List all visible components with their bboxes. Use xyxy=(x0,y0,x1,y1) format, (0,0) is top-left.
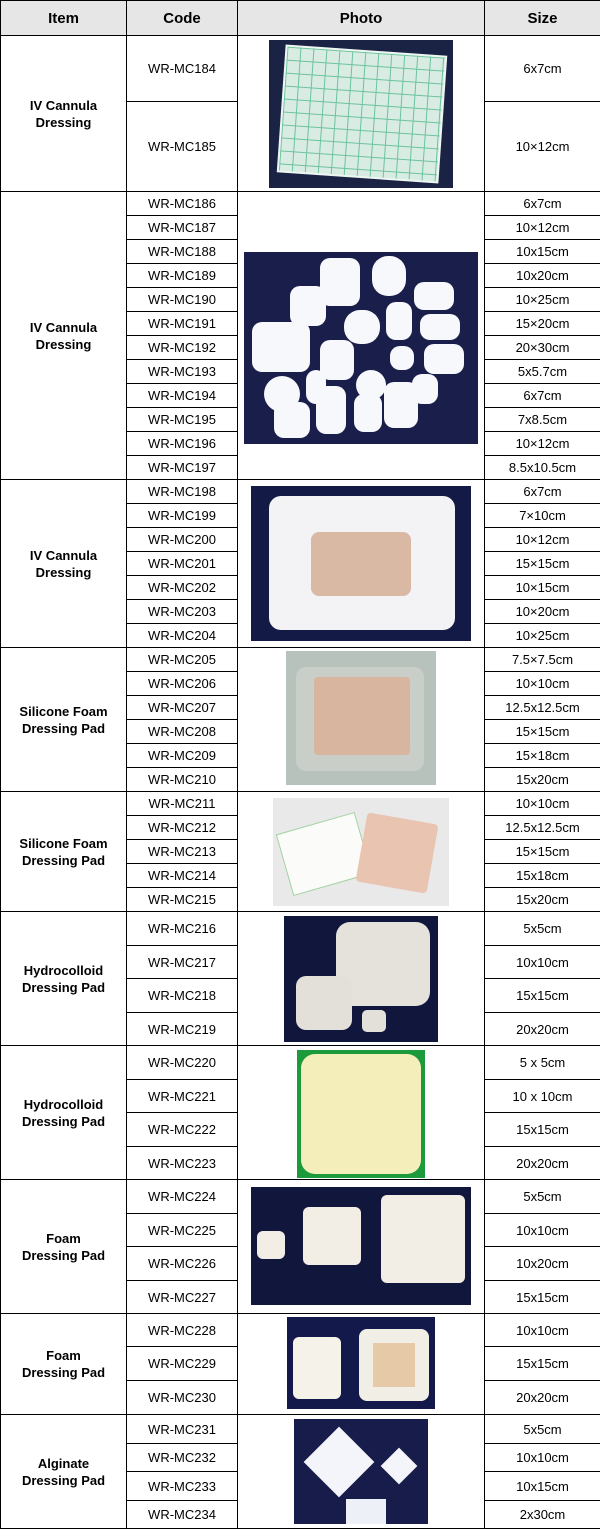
size-cell: 10×10cm xyxy=(485,792,600,816)
code-cell: WR-MC207 xyxy=(127,696,238,720)
code-cell: WR-MC206 xyxy=(127,672,238,696)
code-cell: WR-MC192 xyxy=(127,336,238,360)
table-row xyxy=(1,192,600,216)
size-cell: 20×30cm xyxy=(485,336,600,360)
table-row xyxy=(1,1180,600,1214)
code-cell: WR-MC225 xyxy=(127,1214,238,1247)
hydrocolloid-pads-photo-icon xyxy=(284,916,438,1042)
size-cell: 12.5x12.5cm xyxy=(485,816,600,840)
size-cell: 7x8.5cm xyxy=(485,408,600,432)
code-cell: WR-MC209 xyxy=(127,744,238,768)
code-cell: WR-MC205 xyxy=(127,648,238,672)
header-photo: Photo xyxy=(238,1,485,36)
size-cell: 15x20cm xyxy=(485,888,600,912)
alginate-pads-photo-icon xyxy=(294,1419,428,1524)
product-photo xyxy=(238,1180,485,1314)
foam-pads-photo-icon xyxy=(251,1187,471,1305)
size-cell: 15x15cm xyxy=(485,1113,600,1147)
size-cell: 15×15cm xyxy=(485,840,600,864)
code-cell: WR-MC231 xyxy=(127,1415,238,1444)
size-cell: 10×25cm xyxy=(485,288,600,312)
size-cell: 20x20cm xyxy=(485,1381,600,1415)
size-cell: 15x20cm xyxy=(485,768,600,792)
code-cell: WR-MC187 xyxy=(127,216,238,240)
code-cell: WR-MC185 xyxy=(127,102,238,192)
code-cell: WR-MC217 xyxy=(127,946,238,979)
code-cell: WR-MC230 xyxy=(127,1381,238,1415)
size-cell: 20x20cm xyxy=(485,1013,600,1046)
product-photo xyxy=(238,1314,485,1415)
size-cell: 10x10cm xyxy=(485,1214,600,1247)
size-cell: 15×18cm xyxy=(485,744,600,768)
code-cell: WR-MC224 xyxy=(127,1180,238,1214)
code-cell: WR-MC184 xyxy=(127,36,238,102)
product-photo xyxy=(238,192,485,480)
code-cell: WR-MC193 xyxy=(127,360,238,384)
size-cell: 15x15cm xyxy=(485,1281,600,1314)
header-item: Item xyxy=(1,1,127,36)
silicone-foam-pad-photo-icon xyxy=(286,651,436,785)
code-cell: WR-MC220 xyxy=(127,1046,238,1080)
product-photo xyxy=(238,1046,485,1180)
product-photo xyxy=(238,648,485,792)
size-cell: 10x20cm xyxy=(485,264,600,288)
product-photo xyxy=(238,36,485,192)
size-cell: 15×15cm xyxy=(485,552,600,576)
code-cell: WR-MC196 xyxy=(127,432,238,456)
size-cell: 2x30cm xyxy=(485,1501,600,1529)
code-cell: WR-MC190 xyxy=(127,288,238,312)
code-cell: WR-MC232 xyxy=(127,1444,238,1472)
size-cell: 10×12cm xyxy=(485,102,600,192)
item-cell: Silicone Foam Dressing Pad xyxy=(1,792,127,912)
bordered-foam-pads-photo-icon xyxy=(287,1317,435,1409)
code-cell: WR-MC214 xyxy=(127,864,238,888)
code-cell: WR-MC233 xyxy=(127,1472,238,1501)
size-cell: 15x15cm xyxy=(485,979,600,1013)
code-cell: WR-MC186 xyxy=(127,192,238,216)
code-cell: WR-MC204 xyxy=(127,624,238,648)
code-cell: WR-MC203 xyxy=(127,600,238,624)
size-cell: 10×20cm xyxy=(485,600,600,624)
product-photo xyxy=(238,912,485,1046)
size-cell: 5x5.7cm xyxy=(485,360,600,384)
size-cell: 7×10cm xyxy=(485,504,600,528)
code-cell: WR-MC211 xyxy=(127,792,238,816)
size-cell: 10x15cm xyxy=(485,1472,600,1501)
size-cell: 15×20cm xyxy=(485,312,600,336)
code-cell: WR-MC216 xyxy=(127,912,238,946)
table-row xyxy=(1,1314,600,1347)
product-photo xyxy=(238,1415,485,1529)
size-cell: 5x5cm xyxy=(485,1415,600,1444)
header-row xyxy=(1,1,600,36)
code-cell: WR-MC228 xyxy=(127,1314,238,1347)
size-cell: 10x10cm xyxy=(485,946,600,979)
table-row xyxy=(1,792,600,816)
code-cell: WR-MC227 xyxy=(127,1281,238,1314)
table-row xyxy=(1,648,600,672)
size-cell: 6x7cm xyxy=(485,192,600,216)
silicone-foam-pads-photo-icon xyxy=(273,798,449,906)
product-photo xyxy=(238,792,485,912)
code-cell: WR-MC222 xyxy=(127,1113,238,1147)
code-cell: WR-MC219 xyxy=(127,1013,238,1046)
size-cell: 5x5cm xyxy=(485,912,600,946)
size-cell: 10×10cm xyxy=(485,672,600,696)
size-cell: 10×12cm xyxy=(485,216,600,240)
size-cell: 6x7cm xyxy=(485,36,600,102)
code-cell: WR-MC188 xyxy=(127,240,238,264)
size-cell: 7.5×7.5cm xyxy=(485,648,600,672)
code-cell: WR-MC212 xyxy=(127,816,238,840)
code-cell: WR-MC201 xyxy=(127,552,238,576)
code-cell: WR-MC194 xyxy=(127,384,238,408)
size-cell: 10x20cm xyxy=(485,1247,600,1281)
code-cell: WR-MC213 xyxy=(127,840,238,864)
item-cell: Silicone Foam Dressing Pad xyxy=(1,648,127,792)
code-cell: WR-MC208 xyxy=(127,720,238,744)
hydrocolloid-pad-green-photo-icon xyxy=(297,1050,425,1178)
table-row xyxy=(1,912,600,946)
code-cell: WR-MC221 xyxy=(127,1080,238,1113)
size-cell: 10x10cm xyxy=(485,1444,600,1472)
size-cell: 8.5x10.5cm xyxy=(485,456,600,480)
table-row xyxy=(1,1415,600,1444)
assorted-iv-dressings-photo-icon xyxy=(244,252,478,444)
size-cell: 5 x 5cm xyxy=(485,1046,600,1080)
item-cell: IV Cannula Dressing xyxy=(1,36,127,192)
size-cell: 10×12cm xyxy=(485,432,600,456)
item-cell: Alginate Dressing Pad xyxy=(1,1415,127,1529)
item-cell: Foam Dressing Pad xyxy=(1,1180,127,1314)
size-cell: 12.5x12.5cm xyxy=(485,696,600,720)
code-cell: WR-MC200 xyxy=(127,528,238,552)
size-cell: 10x15cm xyxy=(485,240,600,264)
size-cell: 6x7cm xyxy=(485,480,600,504)
item-cell: Hydrocolloid Dressing Pad xyxy=(1,1046,127,1180)
code-cell: WR-MC198 xyxy=(127,480,238,504)
code-cell: WR-MC215 xyxy=(127,888,238,912)
code-cell: WR-MC226 xyxy=(127,1247,238,1281)
header-code: Code xyxy=(127,1,238,36)
iv-dressing-pad-photo-icon xyxy=(251,486,471,641)
code-cell: WR-MC223 xyxy=(127,1147,238,1180)
code-cell: WR-MC210 xyxy=(127,768,238,792)
size-cell: 20x20cm xyxy=(485,1147,600,1180)
product-photo xyxy=(238,480,485,648)
size-cell: 15x18cm xyxy=(485,864,600,888)
item-cell: IV Cannula Dressing xyxy=(1,192,127,480)
code-cell: WR-MC189 xyxy=(127,264,238,288)
item-cell: Hydrocolloid Dressing Pad xyxy=(1,912,127,1046)
code-cell: WR-MC197 xyxy=(127,456,238,480)
size-cell: 15×15cm xyxy=(485,720,600,744)
table-row xyxy=(1,480,600,504)
item-cell: IV Cannula Dressing xyxy=(1,480,127,648)
code-cell: WR-MC218 xyxy=(127,979,238,1013)
table-row xyxy=(1,36,600,102)
code-cell: WR-MC199 xyxy=(127,504,238,528)
code-cell: WR-MC229 xyxy=(127,1347,238,1381)
table-row xyxy=(1,1046,600,1080)
item-cell: Foam Dressing Pad xyxy=(1,1314,127,1415)
code-cell: WR-MC195 xyxy=(127,408,238,432)
header-size: Size xyxy=(485,1,600,36)
code-cell: WR-MC234 xyxy=(127,1501,238,1529)
size-cell: 10 x 10cm xyxy=(485,1080,600,1113)
size-cell: 10×25cm xyxy=(485,624,600,648)
size-cell: 6x7cm xyxy=(485,384,600,408)
size-cell: 10x10cm xyxy=(485,1314,600,1347)
size-cell: 15x15cm xyxy=(485,1347,600,1381)
size-cell: 10×15cm xyxy=(485,576,600,600)
code-cell: WR-MC191 xyxy=(127,312,238,336)
size-cell: 5x5cm xyxy=(485,1180,600,1214)
iv-cannula-grid-dressing-photo-icon xyxy=(269,40,453,188)
code-cell: WR-MC202 xyxy=(127,576,238,600)
size-cell: 10×12cm xyxy=(485,528,600,552)
